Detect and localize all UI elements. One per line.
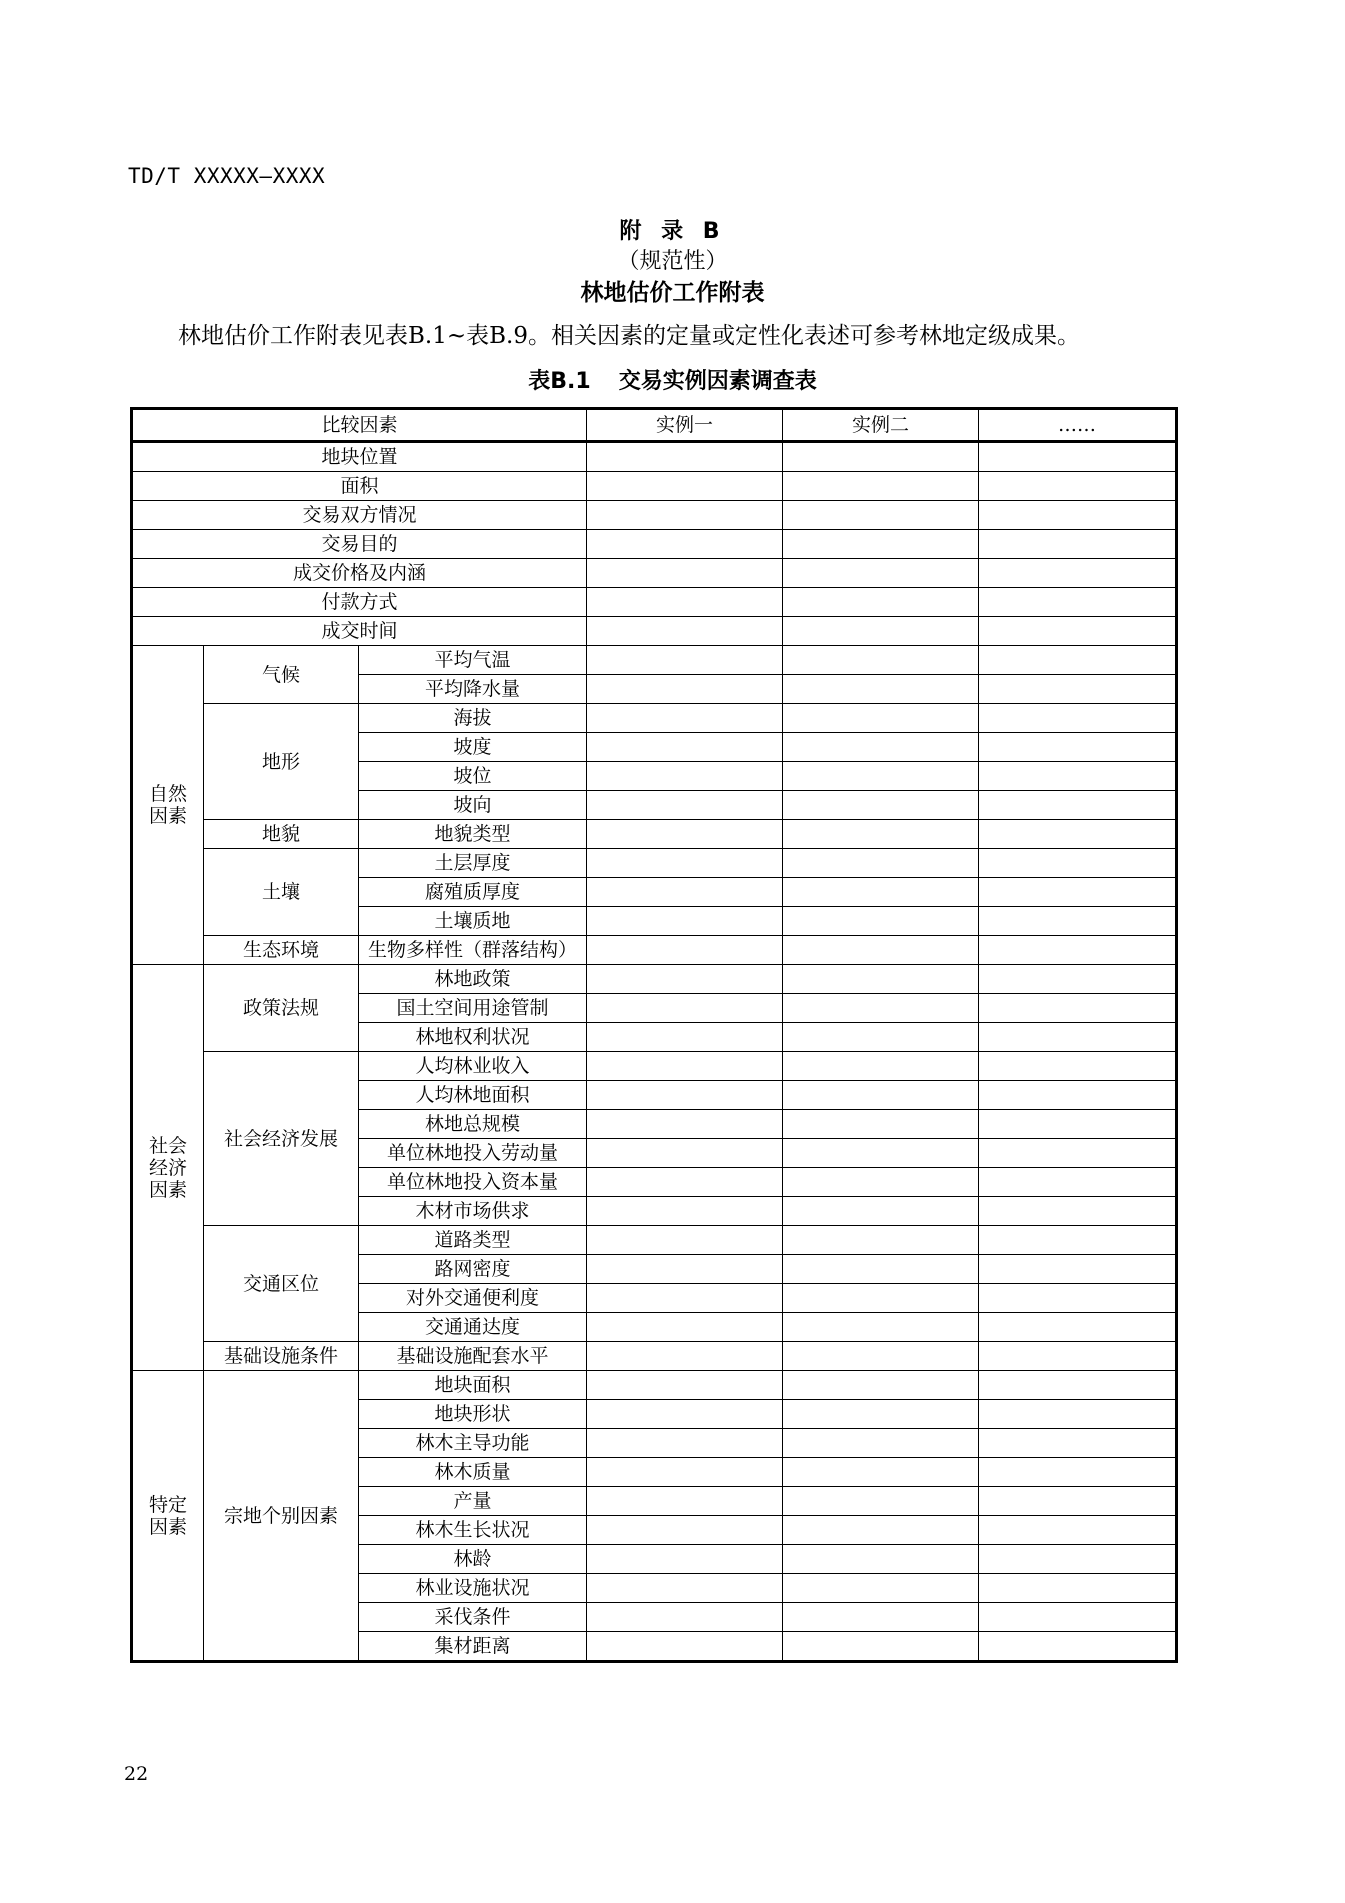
factor-cell: 地块形状 (359, 1400, 587, 1429)
entry-cell[interactable] (783, 1284, 979, 1313)
entry-cell[interactable] (979, 1632, 1177, 1662)
entry-cell[interactable] (587, 1516, 783, 1545)
entry-cell[interactable] (979, 1400, 1177, 1429)
factor-cell: 林木质量 (359, 1458, 587, 1487)
table-row (132, 588, 1177, 617)
factor-cell: 平均气温 (359, 646, 587, 675)
document-code: TD/T XXXXX—XXXX (128, 164, 326, 188)
factor-cell: 平均降水量 (359, 675, 587, 704)
table-row (132, 1371, 1177, 1400)
entry-cell[interactable] (587, 617, 783, 646)
entry-cell[interactable] (783, 1197, 979, 1226)
factor-cell: 交通通达度 (359, 1313, 587, 1342)
factor-cell: 林木主导功能 (359, 1429, 587, 1458)
entry-cell[interactable] (783, 675, 979, 704)
factor-cell: 产量 (359, 1487, 587, 1516)
entry-cell[interactable] (979, 1429, 1177, 1458)
entry-cell[interactable] (587, 1400, 783, 1429)
table-row (132, 1052, 1177, 1081)
entry-cell[interactable] (587, 936, 783, 965)
subgroup-cell: 宗地个别因素 (204, 1371, 359, 1662)
factor-cell: 腐殖质厚度 (359, 878, 587, 907)
entry-cell[interactable] (587, 1371, 783, 1400)
table-row (132, 472, 1177, 501)
entry-cell[interactable] (587, 1081, 783, 1110)
entry-cell[interactable] (979, 936, 1177, 965)
entry-cell[interactable] (783, 1313, 979, 1342)
entry-cell[interactable] (979, 1342, 1177, 1371)
entry-cell[interactable] (783, 1139, 979, 1168)
factor-cell: 人均林地面积 (359, 1081, 587, 1110)
entry-cell[interactable] (979, 1197, 1177, 1226)
entry-cell[interactable] (587, 1139, 783, 1168)
entry-cell[interactable] (587, 704, 783, 733)
entry-cell[interactable] (979, 1458, 1177, 1487)
entry-cell[interactable] (979, 675, 1177, 704)
factor-cell: 地貌类型 (359, 820, 587, 849)
entry-cell[interactable] (587, 1342, 783, 1371)
header-cell-case-2: 实例二 (783, 409, 979, 442)
entry-cell[interactable] (783, 1023, 979, 1052)
entry-cell[interactable] (783, 1487, 979, 1516)
group-cell: 特定因素 (132, 1371, 204, 1662)
group-cell: 自然因素 (132, 646, 204, 965)
entry-cell[interactable] (979, 849, 1177, 878)
header-cell-more: …… (979, 409, 1177, 442)
entry-cell[interactable] (783, 617, 979, 646)
entry-cell[interactable] (783, 1545, 979, 1574)
entry-cell[interactable] (979, 965, 1177, 994)
entry-cell[interactable] (783, 1632, 979, 1662)
basic-factor-cell: 交易双方情况 (132, 501, 587, 530)
entry-cell[interactable] (587, 733, 783, 762)
entry-cell[interactable] (783, 733, 979, 762)
entry-cell[interactable] (979, 588, 1177, 617)
table-header-row (132, 409, 1177, 442)
entry-cell[interactable] (587, 1110, 783, 1139)
entry-cell[interactable] (587, 588, 783, 617)
entry-cell[interactable] (979, 501, 1177, 530)
factor-cell: 对外交通便利度 (359, 1284, 587, 1313)
entry-cell[interactable] (587, 501, 783, 530)
factor-cell: 坡向 (359, 791, 587, 820)
entry-cell[interactable] (979, 704, 1177, 733)
header-cell-factor: 比较因素 (132, 409, 587, 442)
entry-cell[interactable] (783, 588, 979, 617)
entry-cell[interactable] (979, 1516, 1177, 1545)
table-row (132, 559, 1177, 588)
factor-cell: 林木生长状况 (359, 1516, 587, 1545)
entry-cell[interactable] (979, 733, 1177, 762)
entry-cell[interactable] (587, 1284, 783, 1313)
entry-cell[interactable] (587, 1313, 783, 1342)
entry-cell[interactable] (783, 1458, 979, 1487)
entry-cell[interactable] (783, 907, 979, 936)
entry-cell[interactable] (783, 1516, 979, 1545)
entry-cell[interactable] (979, 1052, 1177, 1081)
entry-cell[interactable] (587, 1168, 783, 1197)
entry-cell[interactable] (783, 1226, 979, 1255)
entry-cell[interactable] (587, 559, 783, 588)
entry-cell[interactable] (783, 1371, 979, 1400)
table-row (132, 501, 1177, 530)
entry-cell[interactable] (587, 646, 783, 675)
factor-cell: 道路类型 (359, 1226, 587, 1255)
entry-cell[interactable] (979, 1255, 1177, 1284)
subgroup-cell: 土壤 (204, 849, 359, 936)
factor-cell: 集材距离 (359, 1632, 587, 1662)
entry-cell[interactable] (783, 530, 979, 559)
table-row (132, 530, 1177, 559)
table-row (132, 820, 1177, 849)
entry-cell[interactable] (979, 530, 1177, 559)
basic-factor-cell: 交易目的 (132, 530, 587, 559)
entry-cell[interactable] (783, 936, 979, 965)
entry-cell[interactable] (783, 1052, 979, 1081)
entry-cell[interactable] (587, 1487, 783, 1516)
factor-cell: 林地权利状况 (359, 1023, 587, 1052)
table-row (132, 704, 1177, 733)
factor-cell: 林地总规模 (359, 1110, 587, 1139)
table-row (132, 936, 1177, 965)
entry-cell[interactable] (587, 1429, 783, 1458)
entry-cell[interactable] (979, 878, 1177, 907)
factor-cell: 土壤质地 (359, 907, 587, 936)
appendix-subtitle: 林地估价工作附表 (580, 280, 765, 306)
page-number: 22 (124, 1763, 149, 1785)
factor-cell: 地块面积 (359, 1371, 587, 1400)
factor-cell: 林业设施状况 (359, 1574, 587, 1603)
subgroup-cell: 生态环境 (204, 936, 359, 965)
subgroup-cell: 地貌 (204, 820, 359, 849)
entry-cell[interactable] (979, 1603, 1177, 1632)
entry-cell[interactable] (783, 1429, 979, 1458)
entry-cell[interactable] (783, 1110, 979, 1139)
entry-cell[interactable] (979, 559, 1177, 588)
table-row (132, 646, 1177, 675)
entry-cell[interactable] (587, 1052, 783, 1081)
entry-cell[interactable] (979, 1110, 1177, 1139)
entry-cell[interactable] (979, 1313, 1177, 1342)
basic-factor-cell: 成交时间 (132, 617, 587, 646)
entry-cell[interactable] (587, 965, 783, 994)
entry-cell[interactable] (587, 472, 783, 501)
entry-cell[interactable] (979, 1139, 1177, 1168)
entry-cell[interactable] (783, 791, 979, 820)
factor-cell: 坡位 (359, 762, 587, 791)
entry-cell[interactable] (783, 1574, 979, 1603)
factor-cell: 林龄 (359, 1545, 587, 1574)
factor-cell: 木材市场供求 (359, 1197, 587, 1226)
entry-cell[interactable] (587, 442, 783, 472)
entry-cell[interactable] (979, 442, 1177, 472)
entry-cell[interactable] (783, 1255, 979, 1284)
entry-cell[interactable] (979, 1371, 1177, 1400)
entry-cell[interactable] (587, 907, 783, 936)
entry-cell[interactable] (979, 1574, 1177, 1603)
table-caption-number: 表B.1 (528, 369, 591, 394)
table-row (132, 849, 1177, 878)
factor-cell: 土层厚度 (359, 849, 587, 878)
table-row (132, 1226, 1177, 1255)
entry-cell[interactable] (783, 820, 979, 849)
entry-cell[interactable] (587, 530, 783, 559)
entry-cell[interactable] (587, 1632, 783, 1662)
entry-cell[interactable] (587, 1197, 783, 1226)
subgroup-cell: 政策法规 (204, 965, 359, 1052)
entry-cell[interactable] (979, 617, 1177, 646)
entry-cell[interactable] (979, 820, 1177, 849)
entry-cell[interactable] (587, 994, 783, 1023)
entry-cell[interactable] (783, 1603, 979, 1632)
entry-cell[interactable] (783, 559, 979, 588)
group-cell: 社会经济因素 (132, 965, 204, 1371)
entry-cell[interactable] (783, 965, 979, 994)
factor-survey-table (130, 407, 1178, 1663)
factor-cell: 单位林地投入资本量 (359, 1168, 587, 1197)
entry-cell[interactable] (587, 1255, 783, 1284)
entry-cell[interactable] (979, 1226, 1177, 1255)
entry-cell[interactable] (587, 1574, 783, 1603)
basic-factor-cell: 地块位置 (132, 442, 587, 472)
factor-cell: 基础设施配套水平 (359, 1342, 587, 1371)
appendix-title: 附 录 B (619, 219, 726, 244)
entry-cell[interactable] (783, 442, 979, 472)
entry-cell[interactable] (587, 675, 783, 704)
basic-factor-cell: 面积 (132, 472, 587, 501)
entry-cell[interactable] (783, 501, 979, 530)
appendix-nature: （规范性） (617, 249, 728, 274)
entry-cell[interactable] (587, 1545, 783, 1574)
entry-cell[interactable] (783, 472, 979, 501)
factor-cell: 林地政策 (359, 965, 587, 994)
entry-cell[interactable] (783, 1081, 979, 1110)
entry-cell[interactable] (587, 820, 783, 849)
entry-cell[interactable] (979, 994, 1177, 1023)
table-row (132, 965, 1177, 994)
factor-cell: 海拔 (359, 704, 587, 733)
entry-cell[interactable] (587, 1603, 783, 1632)
subgroup-cell: 交通区位 (204, 1226, 359, 1342)
table-caption-title: 交易实例因素调查表 (618, 369, 817, 394)
entry-cell[interactable] (587, 1023, 783, 1052)
entry-cell[interactable] (587, 1226, 783, 1255)
entry-cell[interactable] (979, 1081, 1177, 1110)
factor-cell: 采伐条件 (359, 1603, 587, 1632)
subgroup-cell: 社会经济发展 (204, 1052, 359, 1226)
entry-cell[interactable] (979, 1487, 1177, 1516)
entry-cell[interactable] (587, 849, 783, 878)
entry-cell[interactable] (783, 878, 979, 907)
entry-cell[interactable] (979, 1168, 1177, 1197)
factor-cell: 路网密度 (359, 1255, 587, 1284)
factor-cell: 国土空间用途管制 (359, 994, 587, 1023)
header-cell-case-1: 实例一 (587, 409, 783, 442)
entry-cell[interactable] (979, 646, 1177, 675)
entry-cell[interactable] (979, 791, 1177, 820)
table-caption (0, 364, 1345, 395)
entry-cell[interactable] (587, 878, 783, 907)
entry-cell[interactable] (587, 791, 783, 820)
factor-cell: 人均林业收入 (359, 1052, 587, 1081)
factor-cell: 生物多样性（群落结构） (359, 936, 587, 965)
entry-cell[interactable] (783, 1168, 979, 1197)
entry-cell[interactable] (979, 907, 1177, 936)
subgroup-cell: 地形 (204, 704, 359, 820)
intro-paragraph: 林地估价工作附表见表B.1~表B.9。相关因素的定量或定性化表述可参考林地定级成果。 (178, 323, 1080, 349)
entry-cell[interactable] (979, 1545, 1177, 1574)
entry-cell[interactable] (783, 994, 979, 1023)
factor-cell: 坡度 (359, 733, 587, 762)
factor-cell: 单位林地投入劳动量 (359, 1139, 587, 1168)
basic-factor-cell: 付款方式 (132, 588, 587, 617)
subgroup-cell: 基础设施条件 (204, 1342, 359, 1371)
entry-cell[interactable] (587, 1458, 783, 1487)
basic-factor-cell: 成交价格及内涵 (132, 559, 587, 588)
entry-cell[interactable] (783, 762, 979, 791)
table-row (132, 1342, 1177, 1371)
entry-cell[interactable] (587, 762, 783, 791)
entry-cell[interactable] (783, 849, 979, 878)
subgroup-cell: 气候 (204, 646, 359, 704)
entry-cell[interactable] (783, 704, 979, 733)
entry-cell[interactable] (979, 1284, 1177, 1313)
entry-cell[interactable] (783, 1400, 979, 1429)
entry-cell[interactable] (979, 762, 1177, 791)
table-row (132, 442, 1177, 472)
entry-cell[interactable] (979, 472, 1177, 501)
entry-cell[interactable] (979, 1023, 1177, 1052)
entry-cell[interactable] (783, 1342, 979, 1371)
table-row (132, 617, 1177, 646)
entry-cell[interactable] (783, 646, 979, 675)
